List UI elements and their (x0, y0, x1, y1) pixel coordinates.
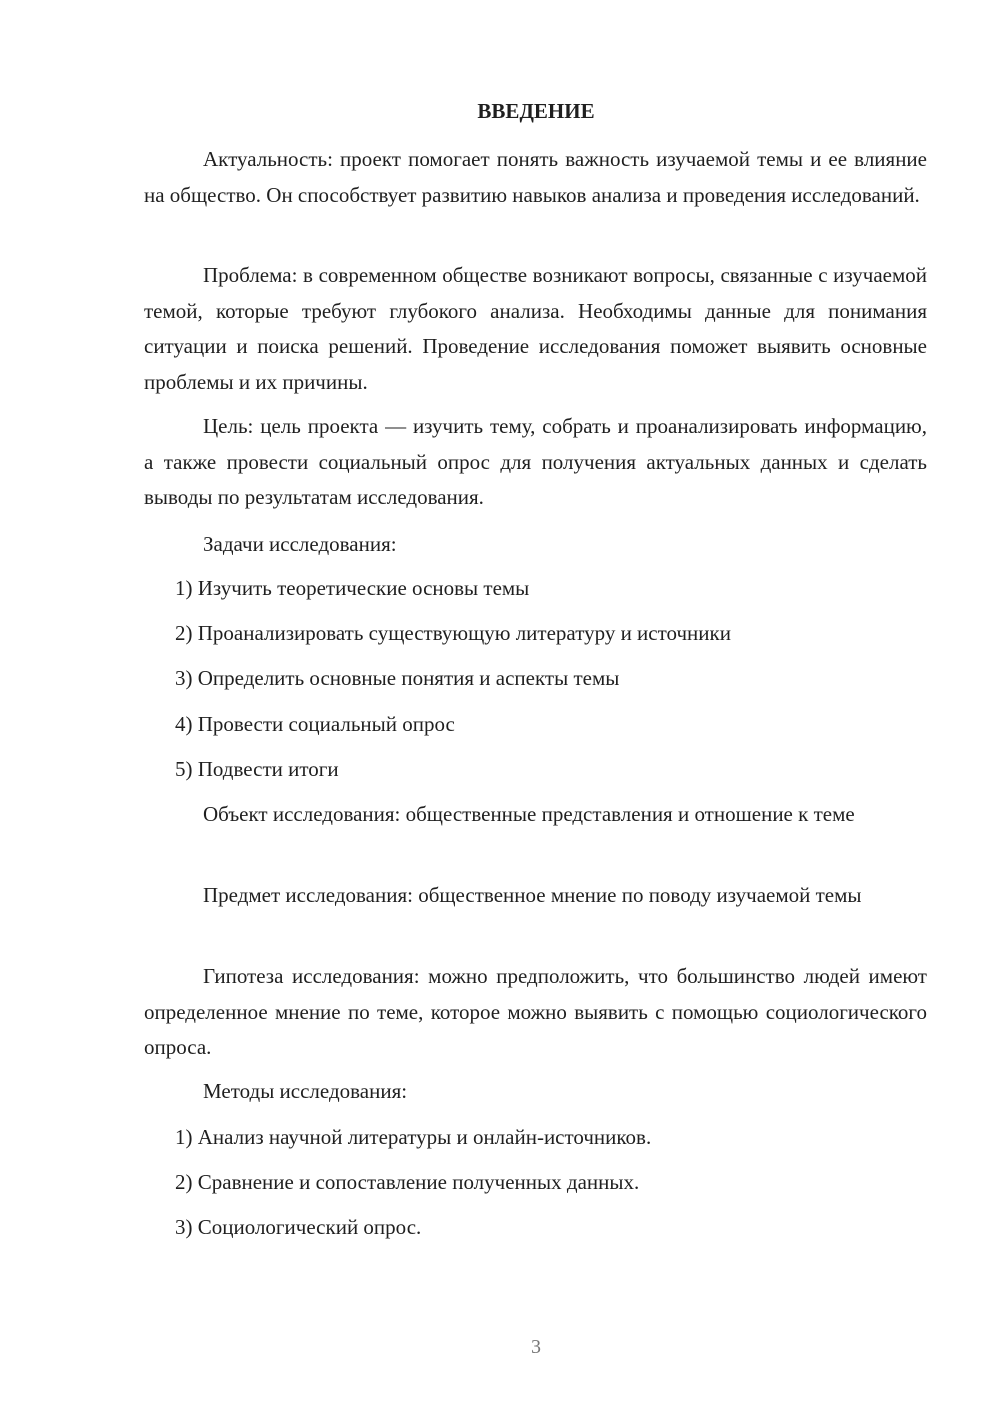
task-item-5: 5) Подвести итоги (175, 757, 339, 781)
methods-heading: Методы исследования: (203, 1079, 408, 1103)
problem-paragraph: Проблема: в современном обществе возникают вопросы, связанные с изучаемой темой, которые требуют глубокого анализа. Необходимы данные для понимания ситуации и поиска решений. Проведение исследования поможет выявить основные проблемы и их причины. (144, 263, 927, 394)
method-item-3: 3) Социологический опрос. (175, 1215, 422, 1239)
task-item-2: 2) Проанализировать существующую литературу и источники (175, 621, 731, 645)
object-paragraph: Объект исследования: общественные представления и отношение к теме (203, 802, 855, 826)
method-item-1: 1) Анализ научной литературы и онлайн-источников. (175, 1125, 652, 1149)
subject-paragraph: Предмет исследования: общественное мнение по поводу изучаемой темы (203, 883, 862, 907)
relevance-paragraph: Актуальность: проект помогает понять важность изучаемой темы и ее влияние на общество. Он способствует развитию навыков анализа и проведения исследований. (144, 147, 927, 207)
page-title: ВВЕДЕНИЕ (477, 99, 595, 123)
tasks-heading: Задачи исследования: (203, 532, 397, 556)
task-item-1: 1) Изучить теоретические основы темы (175, 576, 530, 600)
task-item-3: 3) Определить основные понятия и аспекты темы (175, 666, 620, 690)
hypothesis-paragraph: Гипотеза исследования: можно предположить, что большинство людей имеют определенное мнение по теме, которое можно выявить с помощью социологического опроса. (144, 964, 927, 1059)
page-number: 3 (531, 1336, 541, 1358)
task-item-4: 4) Провести социальный опрос (175, 712, 455, 736)
method-item-2: 2) Сравнение и сопоставление полученных данных. (175, 1170, 640, 1194)
goal-paragraph: Цель: цель проекта — изучить тему, собрать и проанализировать информацию, а также провести социальный опрос для получения актуальных данных и сделать выводы по результатам исследования. (144, 414, 927, 509)
